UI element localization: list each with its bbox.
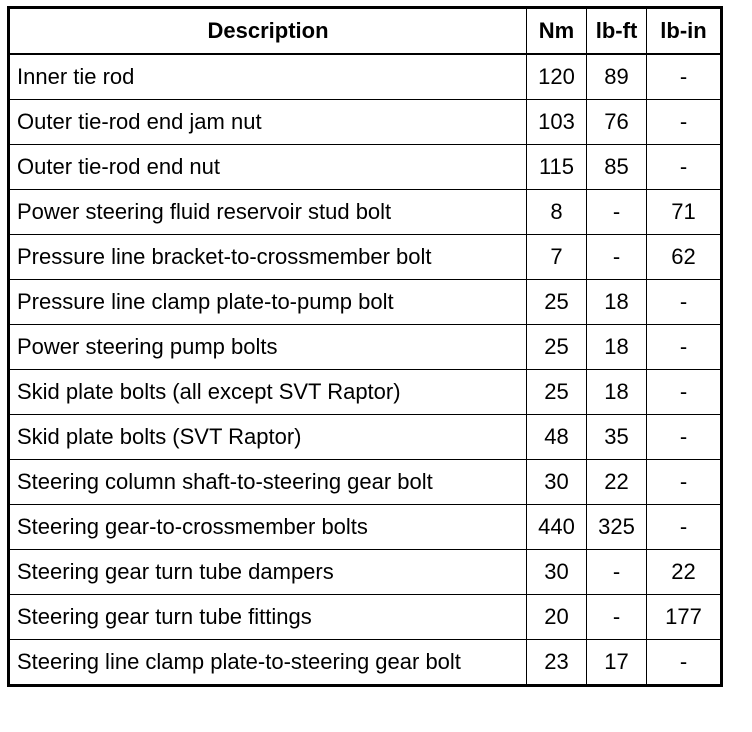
- table-row: [9, 280, 722, 325]
- cell-lb-in: -: [647, 100, 722, 145]
- table-row: [9, 550, 722, 595]
- cell-lb-in: 71: [647, 190, 722, 235]
- cell-lb-ft: 22: [587, 460, 647, 505]
- cell-lb-ft: 325: [587, 505, 647, 550]
- cell-lb-in: -: [647, 54, 722, 100]
- cell-lb-in: 62: [647, 235, 722, 280]
- cell-nm: 103: [527, 100, 587, 145]
- cell-description: Outer tie-rod end jam nut: [9, 100, 527, 145]
- cell-nm: 23: [527, 640, 587, 686]
- cell-lb-in: 22: [647, 550, 722, 595]
- table-row: [9, 325, 722, 370]
- cell-lb-in: -: [647, 460, 722, 505]
- header-description: Description: [9, 8, 527, 55]
- cell-lb-in: -: [647, 415, 722, 460]
- header-nm: Nm: [527, 8, 587, 55]
- table-row: [9, 460, 722, 505]
- table-row: [9, 595, 722, 640]
- cell-lb-ft: -: [587, 595, 647, 640]
- cell-lb-ft: 17: [587, 640, 647, 686]
- cell-description: Inner tie rod: [9, 54, 527, 100]
- header-row: [9, 8, 722, 55]
- cell-nm: 48: [527, 415, 587, 460]
- cell-description: Steering gear-to-crossmember bolts: [9, 505, 527, 550]
- cell-nm: 120: [527, 54, 587, 100]
- cell-nm: 8: [527, 190, 587, 235]
- cell-description: Power steering pump bolts: [9, 325, 527, 370]
- cell-lb-ft: 18: [587, 370, 647, 415]
- cell-lb-in: -: [647, 370, 722, 415]
- table-row: [9, 370, 722, 415]
- cell-nm: 25: [527, 370, 587, 415]
- cell-description: Outer tie-rod end nut: [9, 145, 527, 190]
- cell-nm: 7: [527, 235, 587, 280]
- cell-lb-in: -: [647, 280, 722, 325]
- table-row: [9, 100, 722, 145]
- cell-lb-ft: 35: [587, 415, 647, 460]
- cell-description: Skid plate bolts (SVT Raptor): [9, 415, 527, 460]
- table-row: [9, 505, 722, 550]
- cell-lb-ft: -: [587, 190, 647, 235]
- table-row: [9, 415, 722, 460]
- table-row: [9, 235, 722, 280]
- table-row: [9, 190, 722, 235]
- cell-description: Skid plate bolts (all except SVT Raptor): [9, 370, 527, 415]
- header-lb-ft: lb-ft: [587, 8, 647, 55]
- cell-nm: 20: [527, 595, 587, 640]
- table-row: [9, 640, 722, 686]
- cell-lb-ft: 18: [587, 280, 647, 325]
- cell-nm: 30: [527, 550, 587, 595]
- cell-nm: 25: [527, 280, 587, 325]
- cell-nm: 440: [527, 505, 587, 550]
- cell-lb-in: -: [647, 145, 722, 190]
- cell-lb-ft: 76: [587, 100, 647, 145]
- cell-lb-ft: -: [587, 235, 647, 280]
- cell-description: Pressure line bracket-to-crossmember bolt: [9, 235, 527, 280]
- cell-nm: 30: [527, 460, 587, 505]
- cell-description: Pressure line clamp plate-to-pump bolt: [9, 280, 527, 325]
- table-row: [9, 54, 722, 100]
- cell-lb-ft: 85: [587, 145, 647, 190]
- table-row: [9, 145, 722, 190]
- cell-description: Steering column shaft-to-steering gear bolt: [9, 460, 527, 505]
- cell-lb-in: -: [647, 505, 722, 550]
- cell-nm: 25: [527, 325, 587, 370]
- header-lb-in: lb-in: [647, 8, 722, 55]
- cell-description: Steering gear turn tube dampers: [9, 550, 527, 595]
- cell-description: Steering line clamp plate-to-steering gear bolt: [9, 640, 527, 686]
- cell-lb-ft: -: [587, 550, 647, 595]
- cell-lb-in: -: [647, 640, 722, 686]
- cell-lb-ft: 18: [587, 325, 647, 370]
- cell-description: Steering gear turn tube fittings: [9, 595, 527, 640]
- cell-nm: 115: [527, 145, 587, 190]
- cell-lb-ft: 89: [587, 54, 647, 100]
- cell-lb-in: 177: [647, 595, 722, 640]
- cell-description: Power steering fluid reservoir stud bolt: [9, 190, 527, 235]
- torque-spec-table: [7, 6, 723, 687]
- cell-lb-in: -: [647, 325, 722, 370]
